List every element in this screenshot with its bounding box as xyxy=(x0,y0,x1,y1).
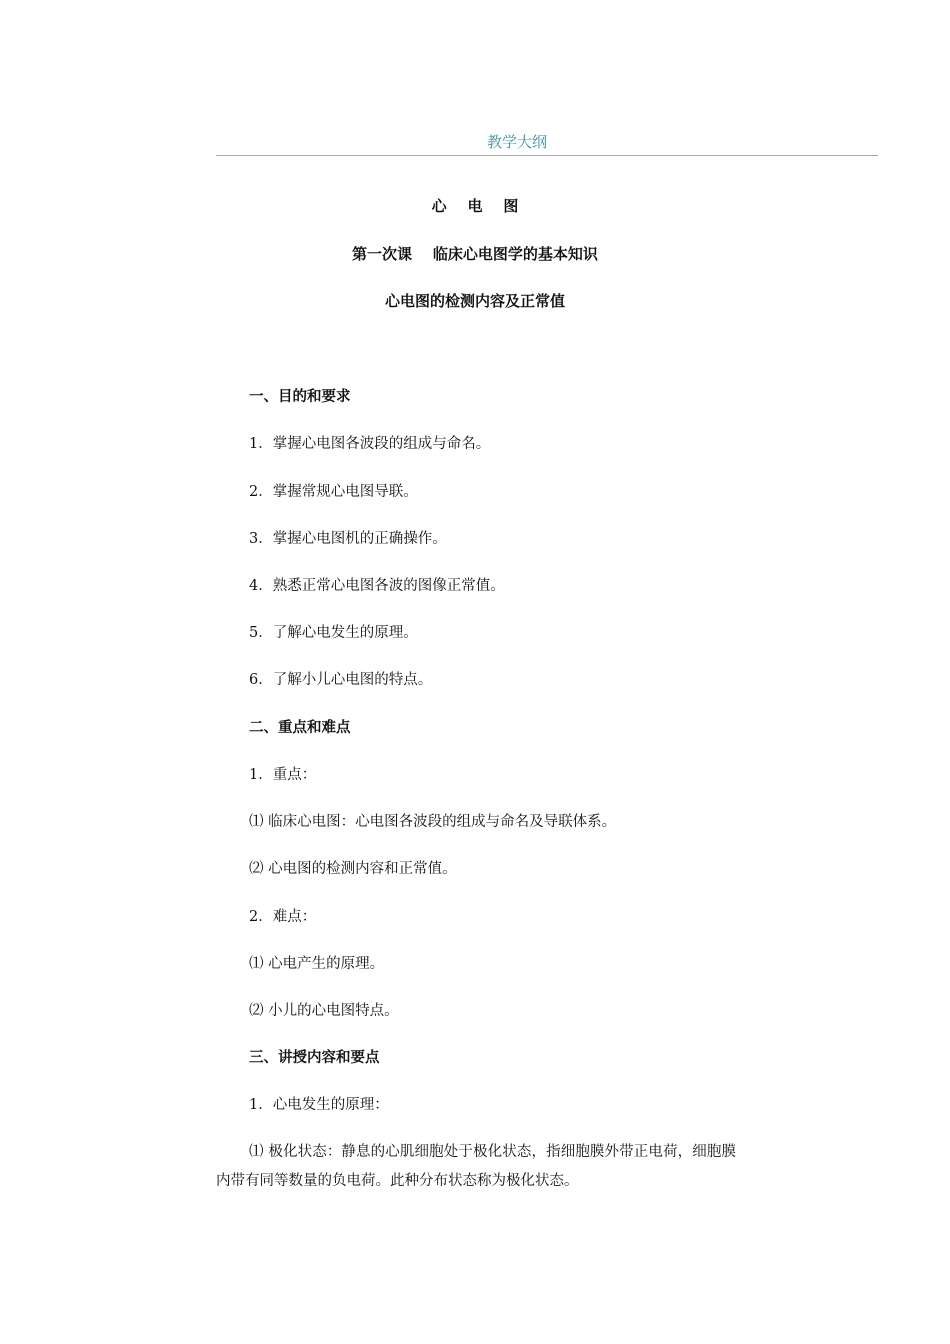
page-header: 教学大纲 xyxy=(486,133,547,151)
list-item: ⑵ 小儿的心电图特点。 xyxy=(249,1003,399,1019)
document-title: 心 电 图 xyxy=(431,197,519,215)
list-item: 3．掌握心电图机的正确操作。 xyxy=(249,531,447,547)
list-item: 2．掌握常规心电图导联。 xyxy=(249,484,418,500)
list-item: 2．难点： xyxy=(249,909,317,925)
lesson-title: 第一次课 临床心电图学的基本知识 xyxy=(352,245,598,263)
list-item: 4．熟悉正常心电图各波的图像正常值。 xyxy=(249,578,505,594)
list-item: 1．心电发生的原理： xyxy=(249,1097,389,1113)
header-divider xyxy=(216,155,878,156)
body-paragraph: ⑴ 极化状态：静息的心肌细胞处于极化状态，指细胞膜外带正电荷，细胞膜内带有同等数量的负电荷。此种分布状态称为极化状态。 xyxy=(216,1144,736,1189)
list-item: ⑴ 心电产生的原理。 xyxy=(249,956,385,972)
section-heading: 一、目的和要求 xyxy=(249,389,351,405)
section-heading: 三、讲授内容和要点 xyxy=(249,1050,380,1066)
topic-title: 心电图的检测内容及正常值 xyxy=(384,292,565,310)
section-heading: 二、重点和难点 xyxy=(249,720,351,736)
list-item: 5．了解心电发生的原理。 xyxy=(249,625,418,641)
list-item: 6．了解小儿心电图的特点。 xyxy=(249,672,433,688)
list-item: 1．掌握心电图各波段的组成与命名。 xyxy=(249,436,491,452)
list-item: ⑵ 心电图的检测内容和正常值。 xyxy=(249,861,457,877)
list-item: ⑴ 临床心电图：心电图各波段的组成与命名及导联体系。 xyxy=(249,814,617,830)
list-item: 1．重点： xyxy=(249,767,317,783)
